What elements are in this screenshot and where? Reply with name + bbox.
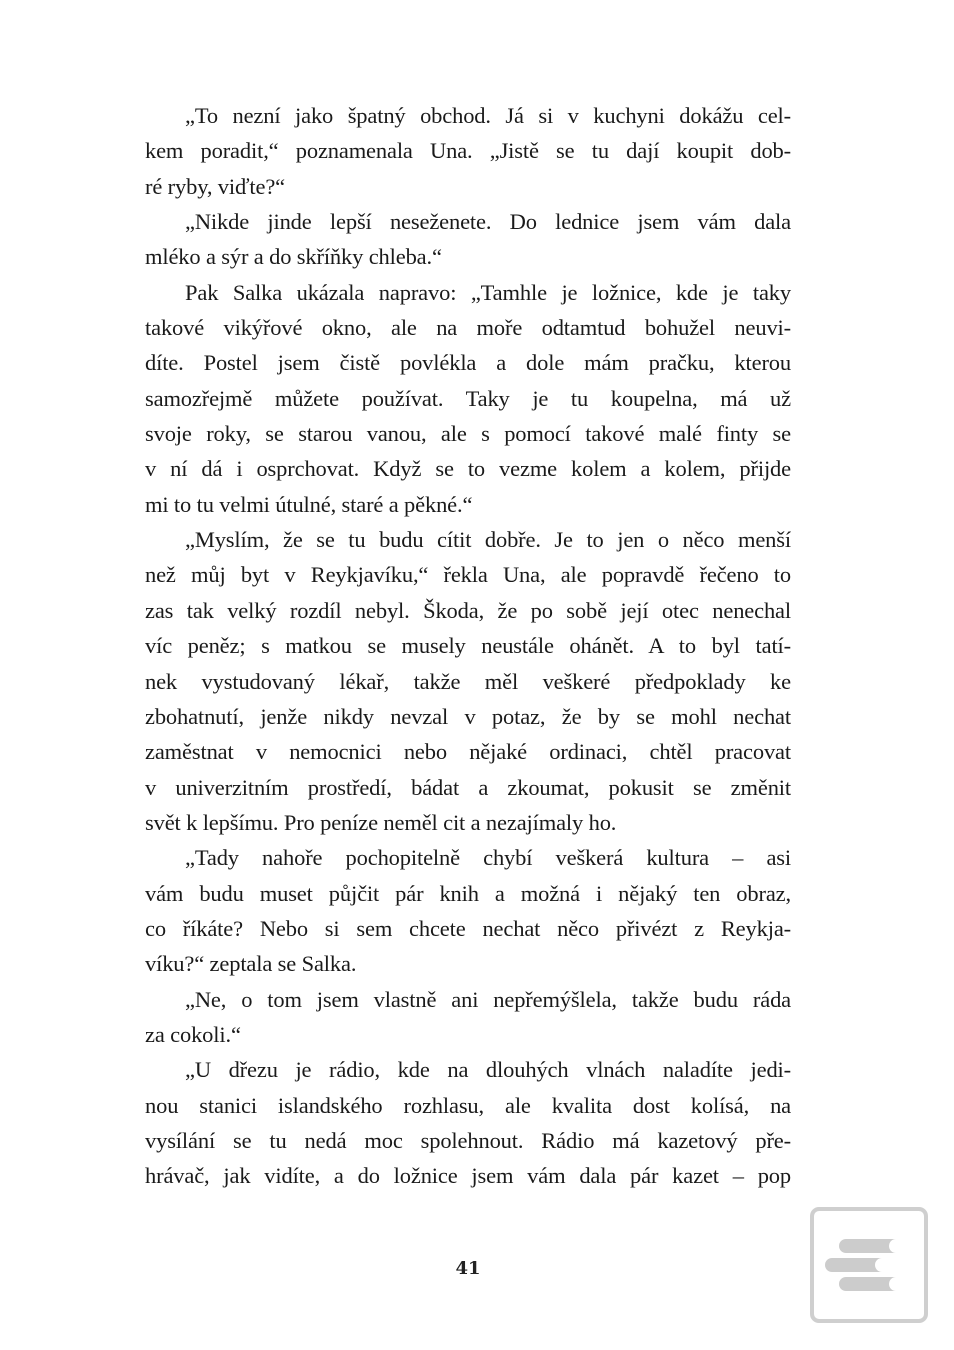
text-line: samozřejmě můžete používat. Taky je tu koupelna, má už	[145, 385, 791, 411]
text-line: zas tak velký rozdíl nebyl. Škoda, že po sobě její otec nenechal	[145, 597, 791, 623]
text-line: v univerzitním prostředí, bádat a zkoumat, pokusit se změnit	[145, 774, 791, 800]
text-line: svoje roky, se starou vanou, ale s pomocí takové malé finty se	[145, 421, 791, 447]
text-line: „To nezní jako špatný obchod. Já si v kuchyni dokážu cel-	[185, 103, 791, 128]
text-line: „Ne, o tom jsem vlastně ani nepřemýšlela, takže budu ráda	[185, 986, 791, 1012]
text-line: víku?“ zeptala se Salka.	[145, 951, 357, 977]
text-line: mi to tu velmi útulné, staré a pěkné.“	[145, 491, 473, 517]
text-line: hrávač, jak vidíte, a do ložnice jsem vám dala pár kazet – pop	[145, 1163, 791, 1189]
text-line: „U dřezu je rádio, kde na dlouhých vlnách naladíte jedi-	[185, 1057, 791, 1083]
text-line: vám budu muset půjčit pár knih a možná i nějaký ten obraz,	[145, 880, 791, 906]
text-line: takové vikýřové okno, ale na moře odtamtud bohužel neuvi-	[145, 315, 791, 341]
text-line: mléko a sýr a do skříňky chleba.“	[145, 244, 442, 270]
text-line: ré ryby, viďte?“	[145, 173, 285, 199]
text-line: „Nikde jinde lepší neseženete. Do lednice jsem vám dala	[185, 209, 791, 235]
body-text	[145, 98, 791, 1194]
books-stack-icon	[810, 1207, 928, 1323]
text-line: v ní dá i osprchovat. Když se to vezme kolem a kolem, přijde	[145, 456, 791, 482]
text-line: svět k lepšímu. Pro peníze neměl cit a nezajímaly ho.	[145, 809, 617, 835]
text-line: vysílání se tu nedá moc spolehnout. Rádio má kazetový pře-	[145, 1127, 791, 1153]
text-line: zbohatnutí, jenže nikdy nevzal v potaz, že by se mohl nechat	[145, 703, 791, 729]
text-line: nou stanici islandského rozhlasu, ale kvalita dost kolísá, na	[145, 1092, 791, 1118]
text-line: díte. Postel jsem čistě povlékla a dole mám pračku, kterou	[145, 350, 791, 376]
text-line: víc peněz; s matkou se musely neustále ohánět. A to byl tatí-	[145, 633, 791, 659]
text-line: co říkáte? Nebo si sem chcete nechat něco přivézt z Reykja-	[145, 915, 791, 941]
text-line: „Myslím, že se tu budu cítit dobře. Je to jen o něco menší	[185, 527, 791, 553]
text-line: za cokoli.“	[145, 1021, 241, 1047]
page-number: 41	[455, 1258, 481, 1279]
text-line: kem poradit,“ poznamenala Una. „Jistě se tu dají koupit dob-	[145, 138, 791, 164]
text-line: „Tady nahoře pochopitelně chybí veškerá kultura – asi	[185, 845, 791, 871]
text-line: nek vystudovaný lékař, takže měl veškeré předpoklady ke	[145, 668, 791, 694]
text-line: zaměstnat v nemocnici nebo nějaké ordinaci, chtěl pracovat	[145, 739, 791, 765]
text-line: než můj byt v Reykjavíku,“ řekla Una, ale popravdě řečeno to	[145, 562, 791, 588]
text-line: Pak Salka ukázala napravo: „Tamhle je ložnice, kde je taky	[185, 279, 791, 305]
